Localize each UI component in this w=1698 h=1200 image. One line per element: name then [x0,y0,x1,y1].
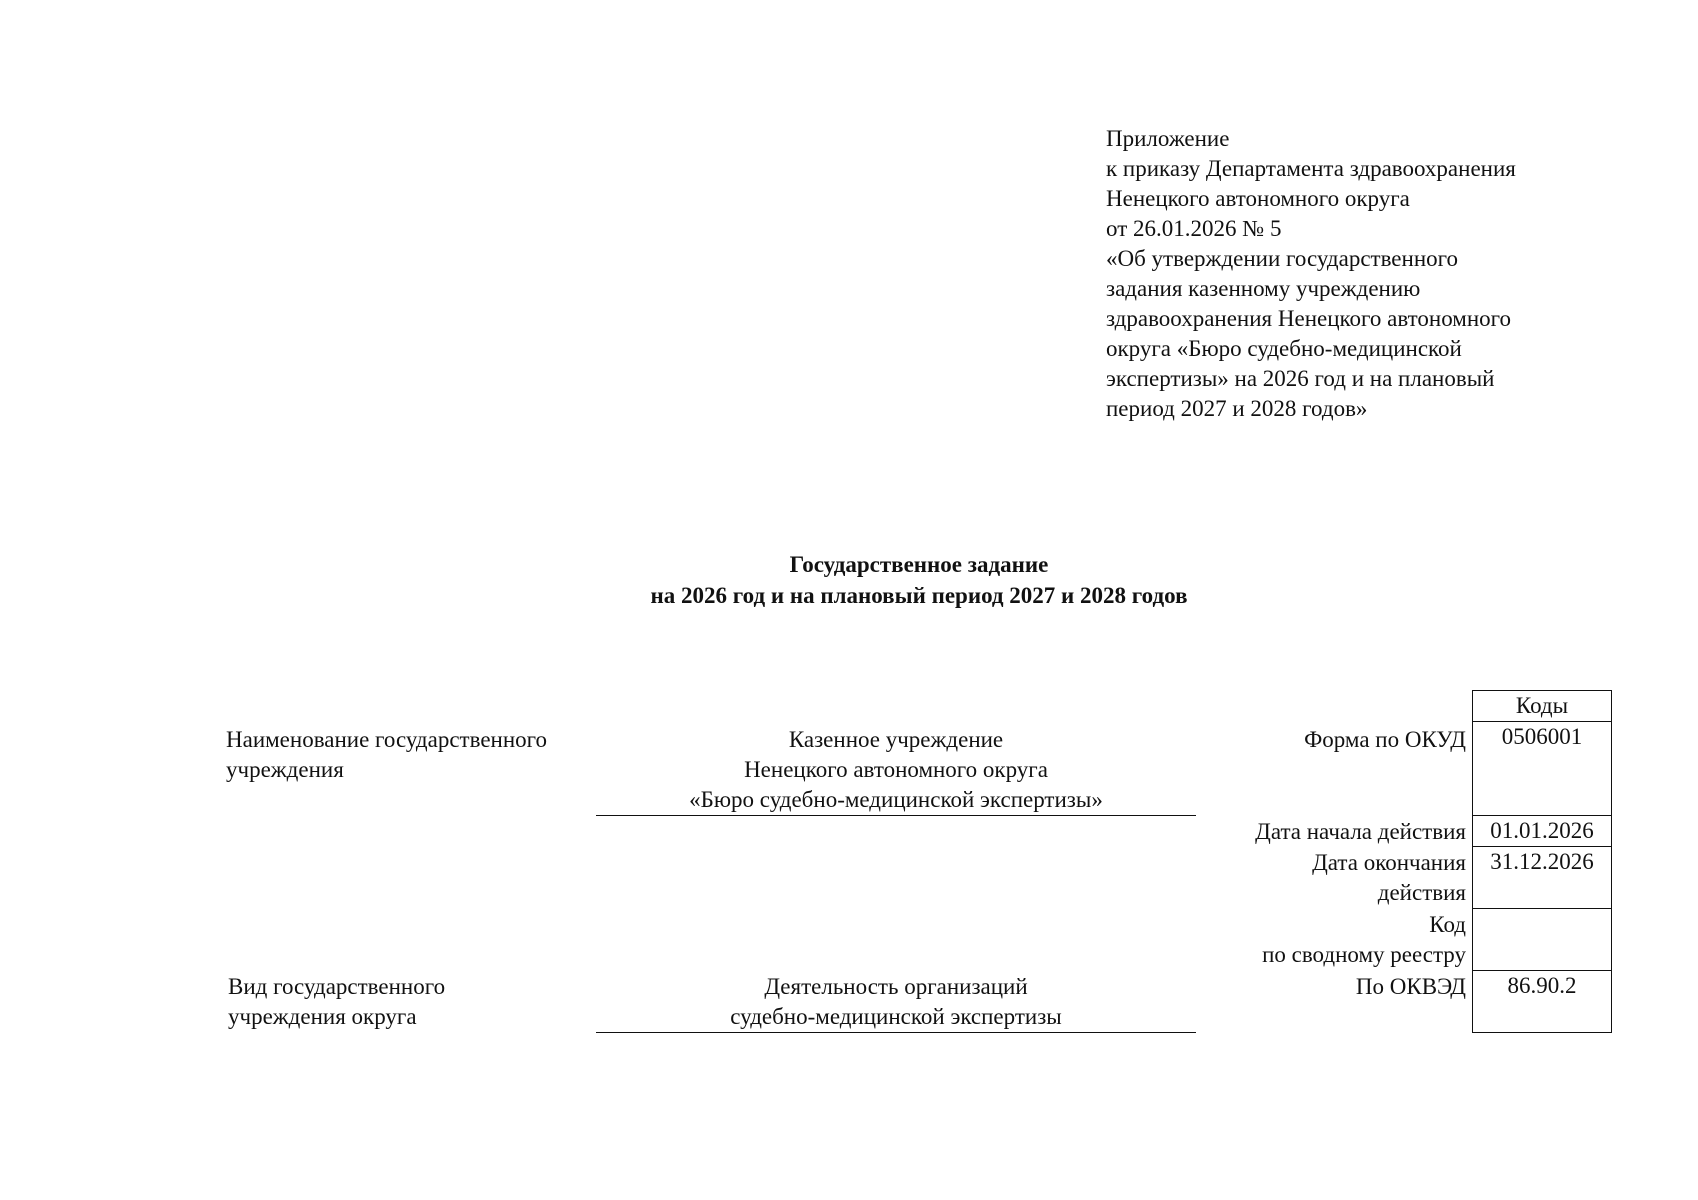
okud-label-text: Форма по ОКУД [1304,727,1466,752]
okved-label-text: По ОКВЭД [1355,974,1466,999]
registry-code-label [1106,910,1466,970]
appendix-line: от 26.01.2026 № 5 [1106,216,1282,241]
appendix-block [1106,124,1626,424]
title-line-2: на 2026 год и на плановый период 2027 и 2028 годов [650,583,1188,608]
activity-label [228,972,598,1032]
appendix-line: Приложение [1106,126,1230,151]
codes-table [1472,690,1612,1033]
appendix-line: задания казенному учреждению [1106,276,1421,301]
activity-label-line: учреждения округа [228,1004,417,1029]
institution-name-line: «Бюро судебно-медицинской экспертизы» [689,787,1103,812]
institution-name-line: Казенное учреждение [788,727,1004,752]
activity-value-line: Деятельность организаций [764,974,1028,999]
end-date-value: 31.12.2026 [1473,847,1612,909]
codes-header: Коды [1473,691,1612,722]
appendix-line: округа «Бюро судебно-медицинской [1106,336,1462,361]
institution-label-line: учреждения [226,757,344,782]
registry-code-label-text: по сводному реестру [1262,942,1466,967]
okud-label [1106,725,1466,755]
appendix-line: к приказу Департамента здравоохранения [1106,156,1516,181]
start-date-value: 01.01.2026 [1473,816,1612,847]
appendix-line: Ненецкого автономного округа [1106,186,1410,211]
start-date-label-text: Дата начала действия [1255,819,1466,844]
okved-label [1106,972,1466,1002]
okud-code: 0506001 [1473,722,1612,816]
institution-label [226,725,596,785]
title-line-1: Государственное задание [789,552,1049,577]
institution-label-line: Наименование государственного [226,727,548,752]
appendix-line: экспертизы» на 2026 год и на плановый [1106,366,1495,391]
end-date-label-text: действия [1377,880,1466,905]
document-title [0,549,1698,611]
appendix-line: «Об утверждении государственного [1106,246,1458,271]
activity-label-line: Вид государственного [228,974,446,999]
appendix-line: здравоохранения Ненецкого автономного [1106,306,1511,331]
institution-name-line: Ненецкого автономного округа [744,757,1048,782]
registry-code-label-text: Код [1429,912,1466,937]
registry-code-value [1473,909,1612,971]
end-date-label-text: Дата окончания [1312,850,1466,875]
activity-value-line: судебно-медицинской экспертизы [730,1004,1062,1029]
end-date-label [1106,848,1466,908]
start-date-label [1106,817,1466,847]
appendix-line: период 2027 и 2028 годов» [1106,396,1368,421]
okved-code: 86.90.2 [1473,971,1612,1033]
